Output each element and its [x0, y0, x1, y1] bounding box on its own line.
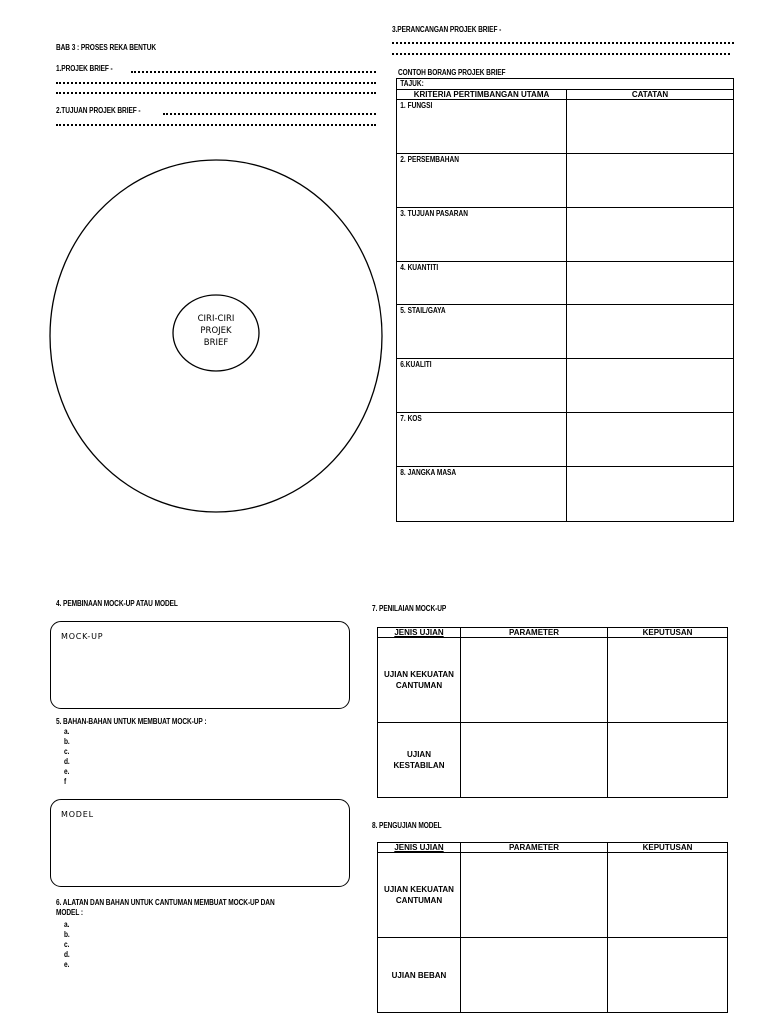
- list-item: b.: [64, 930, 70, 939]
- notes-cell[interactable]: [567, 154, 734, 208]
- header-jenis-ujian: JENIS UJIAN: [378, 628, 461, 638]
- table-row: [397, 208, 734, 262]
- notes-cell[interactable]: [567, 100, 734, 154]
- list-item: c.: [64, 747, 70, 756]
- parameter-cell[interactable]: [461, 938, 608, 1013]
- table-row: [397, 413, 734, 467]
- table-row: [378, 853, 728, 938]
- criteria-cell: 2. PERSEMBAHAN: [397, 154, 567, 208]
- q2-answer-line-2[interactable]: [56, 124, 376, 126]
- mockup-box[interactable]: [50, 621, 350, 709]
- q3-label: 3.PERANCANGAN PROJEK BRIEF -: [392, 25, 502, 34]
- result-cell[interactable]: [608, 853, 728, 938]
- criteria-cell: 4. KUANTITI: [397, 262, 567, 305]
- circle-center-line-2: PROJEK: [200, 326, 232, 336]
- section6-title-line-2: MODEL :: [56, 908, 84, 917]
- result-cell[interactable]: [608, 938, 728, 1013]
- section6-title: [56, 898, 275, 918]
- criteria-cell: 5. STAIL/GAYA: [397, 305, 567, 359]
- tajuk-cell[interactable]: [397, 79, 734, 90]
- table-row: [378, 638, 728, 723]
- q1-answer-line[interactable]: [131, 71, 376, 73]
- notes-cell[interactable]: [567, 262, 734, 305]
- test-type-cell: UJIAN BEBAN: [378, 938, 461, 1013]
- mockup-box-label: MOCK-UP: [61, 632, 104, 641]
- table-row: [397, 305, 734, 359]
- list-item: e.: [64, 767, 70, 776]
- q3-answer-line[interactable]: [392, 42, 734, 44]
- section6-title-line-1: 6. ALATAN DAN BAHAN UNTUK CANTUMAN MEMBUAT MOCK-UP DAN: [56, 898, 275, 907]
- list-item: e.: [64, 960, 70, 969]
- result-cell[interactable]: [608, 723, 728, 798]
- criteria-cell: 3. TUJUAN PASARAN: [397, 208, 567, 262]
- table-row: [397, 359, 734, 413]
- list-item: a.: [64, 920, 70, 929]
- parameter-cell[interactable]: [461, 638, 608, 723]
- table-row: [397, 262, 734, 305]
- circle-center-line-1: CIRI-CIRI: [197, 314, 235, 324]
- list-item: a.: [64, 727, 70, 736]
- table-row: [378, 938, 728, 1013]
- parameter-cell[interactable]: [461, 723, 608, 798]
- q2-answer-line[interactable]: [163, 113, 376, 115]
- q3-answer-line-2[interactable]: [392, 53, 730, 55]
- notes-cell[interactable]: [567, 305, 734, 359]
- table-row: [397, 100, 734, 154]
- criteria-table: [396, 78, 734, 522]
- section7-title: 7. PENILAIAN MOCK-UP: [372, 604, 447, 613]
- q1-answer-line-2[interactable]: [56, 82, 376, 84]
- notes-cell[interactable]: [567, 467, 734, 522]
- notes-cell[interactable]: [567, 359, 734, 413]
- header-parameter: PARAMETER: [461, 628, 608, 638]
- section5-list: [64, 727, 70, 787]
- model-testing-table: [377, 842, 728, 1013]
- result-cell[interactable]: [608, 638, 728, 723]
- list-item: d.: [64, 757, 70, 766]
- criteria-cell: 7. KOS: [397, 413, 567, 467]
- section6-list: [64, 920, 70, 970]
- header-keputusan: KEPUTUSAN: [608, 843, 728, 853]
- circle-center-line-3: BRIEF: [203, 338, 229, 348]
- test-type-cell: UJIAN KESTABILAN: [378, 723, 461, 798]
- model-box[interactable]: [50, 799, 350, 887]
- header-parameter: PARAMETER: [461, 843, 608, 853]
- tajuk-label: TAJUK:: [400, 79, 424, 88]
- test-type-cell: UJIAN KEKUATAN CANTUMAN: [378, 853, 461, 938]
- criteria-cell: 1. FUNGSI: [397, 100, 567, 154]
- table-row: [397, 467, 734, 522]
- list-item: b.: [64, 737, 70, 746]
- list-item: f: [64, 777, 67, 786]
- list-item: c.: [64, 940, 70, 949]
- header-keputusan: KEPUTUSAN: [608, 628, 728, 638]
- section5-title: 5. BAHAN-BAHAN UNTUK MEMBUAT MOCK-UP :: [56, 717, 207, 726]
- test-type-cell: UJIAN KEKUATAN CANTUMAN: [378, 638, 461, 723]
- section8-title: 8. PENGUJIAN MODEL: [372, 821, 442, 830]
- table-row: [397, 154, 734, 208]
- parameter-cell[interactable]: [461, 853, 608, 938]
- section4-title: 4. PEMBINAAN MOCK-UP ATAU MODEL: [56, 599, 178, 608]
- criteria-header: KRITERIA PERTIMBANGAN UTAMA: [397, 90, 567, 100]
- criteria-cell: 6.KUALITI: [397, 359, 567, 413]
- model-box-label: MODEL: [61, 810, 94, 819]
- notes-cell[interactable]: [567, 413, 734, 467]
- q1-answer-line-3[interactable]: [56, 92, 376, 94]
- q2-label: 2.TUJUAN PROJEK BRIEF -: [56, 106, 141, 115]
- form-title: CONTOH BORANG PROJEK BRIEF: [398, 68, 506, 77]
- notes-cell[interactable]: [567, 208, 734, 262]
- notes-header: CATATAN: [567, 90, 734, 100]
- header-jenis-ujian: JENIS UJIAN: [378, 843, 461, 853]
- criteria-cell: 8. JANGKA MASA: [397, 467, 567, 522]
- mockup-evaluation-table: [377, 627, 728, 798]
- circle-center-label: [173, 313, 259, 349]
- table-row: [378, 723, 728, 798]
- q1-label: 1.PROJEK BRIEF -: [56, 64, 113, 73]
- chapter-title: BAB 3 : PROSES REKA BENTUK: [56, 43, 157, 52]
- list-item: d.: [64, 950, 70, 959]
